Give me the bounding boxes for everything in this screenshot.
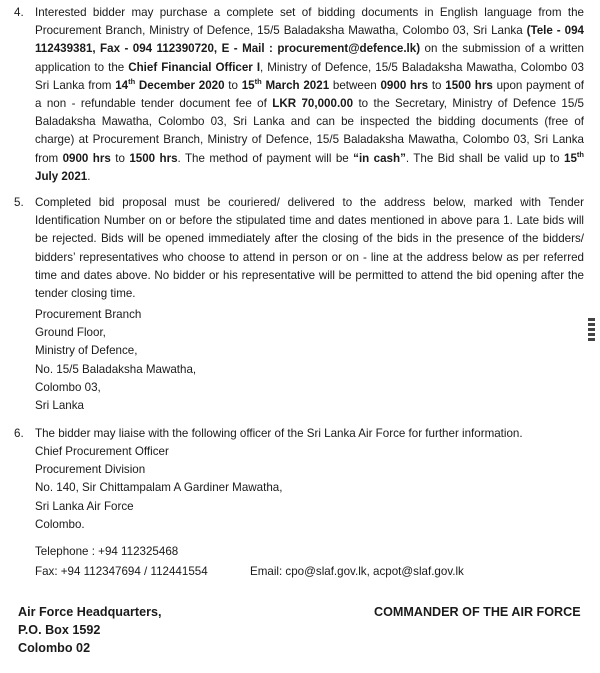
paragraph-5-number: 5. [14,196,24,209]
bid-valid-date: 15th July 2021 [35,149,584,183]
contact-details: (Tele - 094 112439381, Fax - 094 112390720, E - Mail : procurement@defence.lk) [35,24,584,56]
address-line: Sri Lanka Air Force [35,499,134,513]
inspect-time-start: 0900 hrs [62,151,111,165]
paragraph-4 [14,4,584,186]
time-end: 1500 hrs [445,78,493,92]
inspect-time-end: 1500 hrs [129,151,178,165]
hq-name: Air Force Headquarters, [18,605,162,619]
time-start: 0900 hrs [380,78,429,92]
payment-method: “in cash” [353,151,406,165]
address-line: Ground Floor, [35,326,106,340]
address-line: Chief Procurement Officer [35,445,169,458]
address-line: Colombo 03, [35,380,101,394]
fax-line: Fax: +94 112347694 / 112441554 [35,565,208,578]
address-line: Procurement Branch [35,308,142,321]
date-from: 14th December 2020 [115,76,225,92]
officer-address [35,443,282,534]
officer-title: Chief Financial Officer I [128,60,261,74]
signature-block-left [18,603,161,657]
telephone-line: Telephone : +94 112325468 [35,545,179,558]
paragraph-6-number: 6. [14,427,24,440]
address-line: Ministry of Defence, [35,344,138,358]
margin-mark-icon [588,318,595,348]
paragraph-4-text: Interested bidder may purchase a complete set of bidding documents in English language from the Procurement Branch, Ministry of Defence, 15/5 Baladaksha Mawatha, Colombo 03, Sri Lanka (Tele - 094 112439381, Fax - 094 112390720, E - Mail : procurement@defence.lk) on the submission of a written application to the Chief Financial Officer I, Ministry of Defence, 15/5 Baladaksha Mawatha, Colombo 03 Sri Lanka from 14th December 2020 to 15th March 2021 between 0900 hrs to 1500 hrs upon payment of a non - refundable tender document fee of LKR 70,000.00 to the Secretary, Ministry of Defence 15/5 Baladaksha Mawatha, Colombo 03, Sri Lanka and can be inspected the bidding documents (free of charge) at Procurement Branch, Ministry of Defence, 15/5 Baladaksha Mawatha, Colombo 03, Sri Lanka from 0900 hrs to 1500 hrs. The method of payment will be “in cash”. The Bid shall be valid up to 15th July 2021. [35,6,585,183]
address-line: No. 15/5 Baladaksha Mawatha, [35,362,197,376]
po-box: P.O. Box 1592 [18,623,101,637]
hq-city: Colombo 02 [18,641,91,655]
delivery-address [35,306,196,415]
paragraph-5 [14,194,584,303]
paragraph-5-text: Completed bid proposal must be couriered/ delivered to the address below, marked with Tender Identification Number on or before the stipulated time and dates mentioned in above para 1. Late bids will be rejected. Bids will be opened immediately after the closing of the bids in the presence of the bidders/ bidders’ representatives who choose to attend in person or on - line at the address below as per referred time and dates above. No bidder or his representative will be permitted to attend the bid opening after the tender closing time. [35,196,584,301]
paragraph-6 [14,425,584,443]
address-line: Procurement Division [35,463,146,477]
signatory-title: COMMANDER OF THE AIR FORCE [374,605,581,619]
email-line: Email: cpo@slaf.gov.lk, acpot@slaf.gov.lk [250,565,464,578]
address-line: No. 140, Sir Chittampalam A Gardiner Mawatha, [35,481,283,495]
paragraph-4-number: 4. [14,6,24,19]
paragraph-6-text: The bidder may liaise with the following officer of the Sri Lanka Air Force for further information. [35,427,523,440]
address-line: Colombo. [35,517,85,531]
date-to: 15th March 2021 [241,76,330,92]
tender-fee: LKR 70,000.00 [272,97,354,111]
address-line: Sri Lanka [35,399,84,413]
